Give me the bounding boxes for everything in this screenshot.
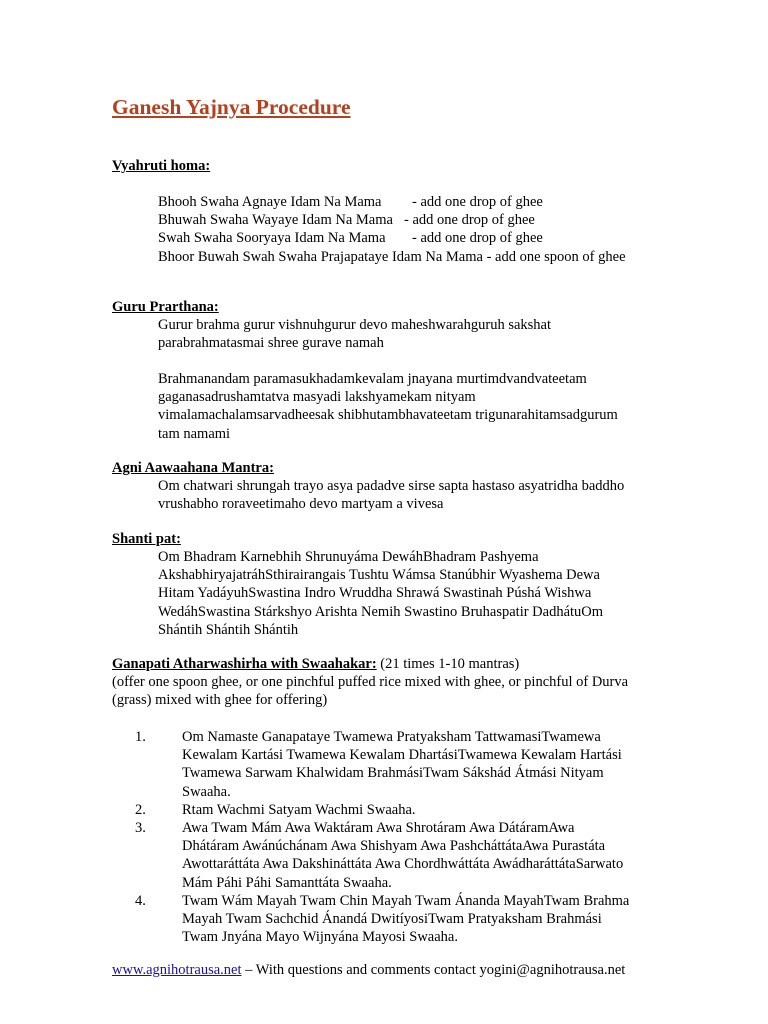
ganapati-mantra-list: [112, 728, 662, 946]
mantra-text: Bhuwah Swaha Wayaye Idam Na Mama: [158, 212, 393, 229]
verse-line: tam namami: [158, 425, 231, 442]
verse-line: gaganasadrushamtatva masyadi lakshyamekam nityam: [158, 389, 476, 406]
shanti-verse: [158, 548, 603, 639]
agni-heading: Agni Aawaahana Mantra:: [112, 460, 274, 476]
mantra-note: - add one spoon of ghee: [486, 248, 626, 265]
vyahruti-line: [158, 248, 626, 266]
list-item: [112, 819, 662, 892]
item-line: Mám Páhi Páhi Samanttáta Swaaha.: [182, 874, 392, 891]
list-item-text: [182, 728, 662, 801]
agni-verse: [158, 477, 624, 513]
note-line: (offer one spoon ghee, or one pinchful puffed rice mixed with ghee, or pinchful of Durva: [112, 674, 629, 690]
verse-line: Hitam YadáyuhSwastina Indro Wruddha Shrawá Swastinah Púshá Wishwa: [158, 585, 592, 602]
item-line: Twam Jnyána Mayo Wijnyána Mayosi Swaaha.: [182, 929, 458, 946]
vyahruti-line: [158, 229, 626, 247]
footer: [112, 961, 625, 979]
list-item-text: [182, 819, 662, 892]
list-item: [112, 728, 662, 801]
list-item-text: [182, 801, 662, 819]
ganapati-heading-suffix: (21 times 1-10 mantras): [376, 656, 520, 672]
item-line: Swaaha.: [182, 783, 231, 800]
verse-line: Om Bhadram Karnebhih Shrunuyáma DewáhBhadram Pashyema: [158, 549, 539, 565]
vyahruti-line: [158, 193, 626, 211]
footer-contact-text: – With questions and comments contact yogini@agnihotrausa.net: [241, 962, 626, 978]
item-line: Awottaráttáta Awa Dakshináttáta Awa Chordhwáttáta AwádharáttátaSarwato: [182, 856, 624, 873]
verse-line: WedáhSwastina Stárkshyo Arishta Nemih Swastino Bruhaspatir DadhátuOm: [158, 603, 604, 620]
mantra-note: - add one drop of ghee: [412, 194, 543, 210]
item-line: Kewalam Kartási Twamewa Kewalam DhartásiTwamewa Kewalam Hartási: [182, 747, 622, 764]
verse-line: Shántih Shántih Shántih: [158, 621, 299, 638]
list-number: 1.: [135, 729, 146, 745]
verse-line: Brahmanandam paramasukhadamkevalam jnayana murtimdvandvateetam: [158, 371, 587, 387]
list-item: [112, 892, 662, 947]
list-number: 3.: [135, 820, 146, 837]
mantra-text: Bhooh Swaha Agnaye Idam Na Mama: [158, 194, 382, 210]
mantra-note: - add one drop of ghee: [404, 212, 535, 229]
mantra-text: Swah Swaha Sooryaya Idam Na Mama: [158, 230, 386, 247]
vyahruti-heading: Vyahruti homa:: [112, 158, 211, 174]
vyahruti-list: [158, 193, 626, 266]
website-link[interactable]: www.agnihotrausa.net: [112, 962, 242, 978]
guru-verse-2: [158, 370, 618, 443]
mantra-text: Bhoor Buwah Swah Swaha Prajapataye Idam Na Mama: [158, 248, 483, 265]
list-item: [112, 801, 662, 819]
ganapati-note: [112, 673, 628, 709]
guru-verse-1: [158, 316, 551, 352]
mantra-note: - add one drop of ghee: [412, 230, 543, 247]
item-line: Rtam Wachmi Satyam Wachmi Swaaha.: [182, 801, 416, 818]
guru-heading: Guru Prarthana:: [112, 299, 219, 315]
ganapati-heading: Ganapati Atharwashirha with Swaahakar:: [112, 656, 377, 672]
list-item-text: [182, 892, 662, 947]
verse-line: parabrahmatasmai shree gurave namah: [158, 335, 384, 352]
note-line: (grass) mixed with ghee for offering): [112, 692, 328, 709]
item-line: Mayah Twam Sachchid Ánandá DwitíyosiTwam Pratyaksham Brahmási: [182, 911, 602, 928]
shanti-heading: Shanti pat:: [112, 531, 181, 547]
verse-line: Om chatwari shrungah trayo asya padadve sirse sapta hastaso asyatridha baddho: [158, 478, 625, 494]
list-number: 4.: [135, 892, 146, 909]
item-line: Awa Twam Mám Awa Waktáram Awa Shrotáram Awa DátáramAwa: [182, 820, 575, 837]
verse-line: Gurur brahma gurur vishnuhgurur devo maheshwarahguruh sakshat: [158, 317, 552, 333]
item-line: Dhátáram Awánúchánam Awa Shishyam Awa PashcháttátaAwa Purastáta: [182, 838, 606, 855]
item-line: Twam Wám Mayah Twam Chin Mayah Twam Ánanda MayahTwam Brahma: [182, 892, 630, 909]
verse-line: AkshabhiryajatráhSthirairangais Tushtu Wámsa Stanúbhir Wyashema Dewa: [158, 567, 600, 584]
vyahruti-line: [158, 211, 626, 229]
page-title: Ganesh Yajnya Procedure: [112, 95, 351, 119]
item-line: Twamewa Sarwam Khalwidam BrahmásiTwam Sákshád Átmási Nityam: [182, 765, 604, 782]
ganapati-heading-line: [112, 655, 519, 673]
list-number: 2.: [135, 801, 146, 818]
verse-line: vimalamachalamsarvadheesak shibhutambhavateetam trigunarahitamsadgurum: [158, 407, 618, 424]
item-line: Om Namaste Ganapataye Twamewa Pratyaksham TattwamasiTwamewa: [182, 729, 601, 745]
verse-line: vrushabho roraveetimaho devo martyam a vivesa: [158, 496, 444, 513]
